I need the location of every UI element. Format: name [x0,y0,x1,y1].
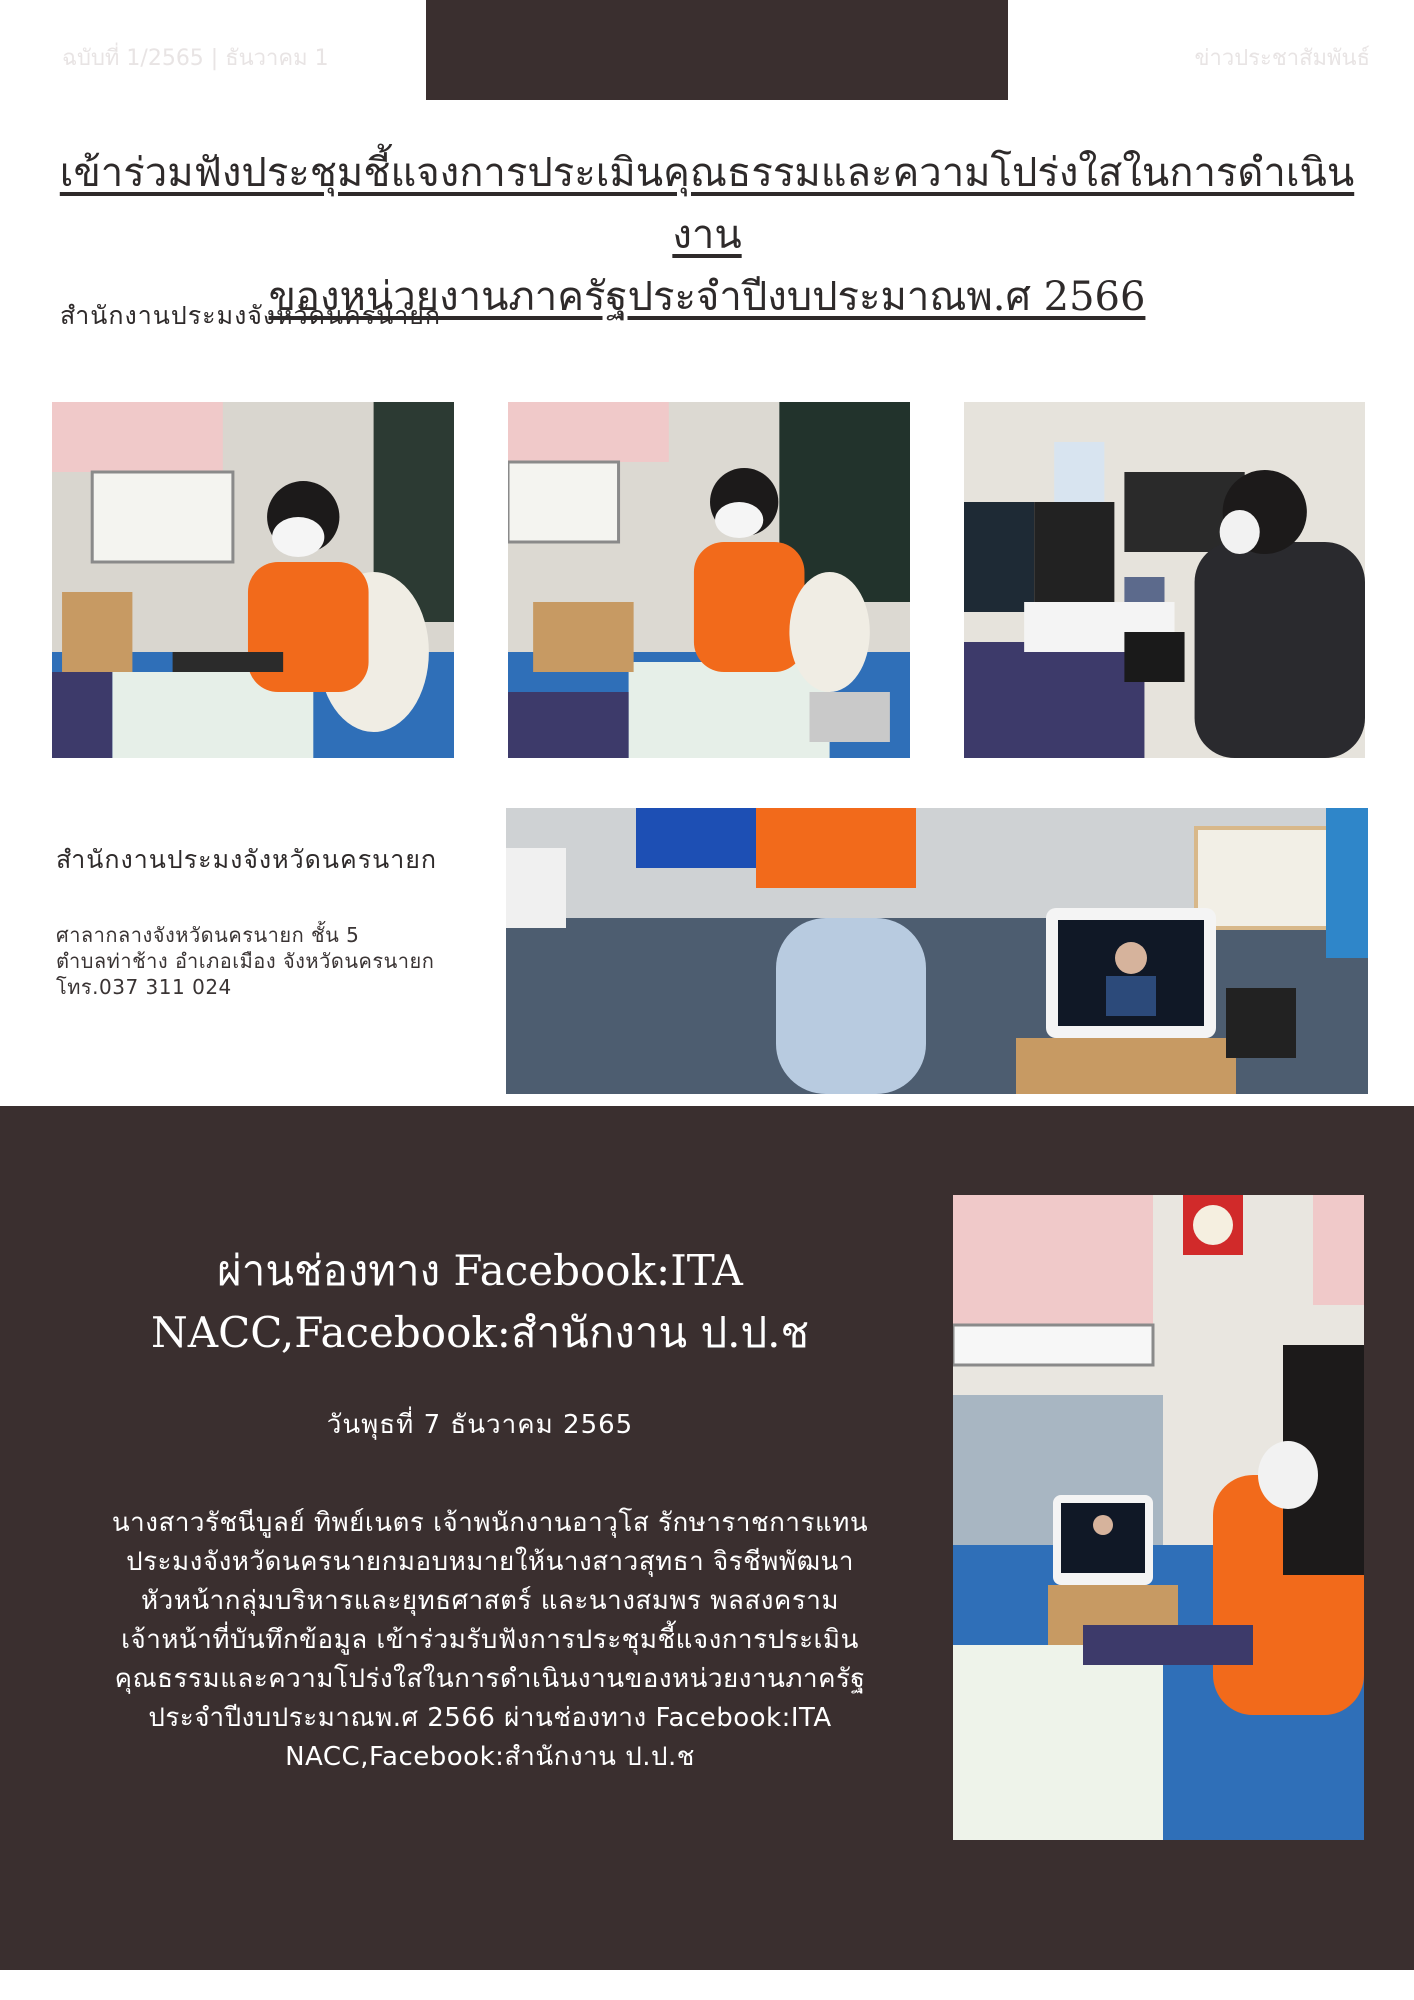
description-line-4: เจ้าหน้าที่บันทึกข้อมูล เข้าร่วมรับฟังการประชุมชี้แจงการประเมิน [121,1625,859,1655]
broadcast-channel-heading [110,1240,850,1364]
description-line-3: หัวหน้ากลุ่มบริหารและยุทธศาสตร์ และนางสมพร พลสงคราม [140,1586,840,1616]
description-line-5: คุณธรรมและความโปร่งใสในการดำเนินงานของหน่วยงานภาครัฐ [114,1664,866,1694]
description-line-6: ประจำปีงบประมาณพ.ศ 2566 ผ่านช่องทาง Facebook:ITA [148,1703,832,1733]
phone-number: โทร.037 311 024 [56,975,232,999]
address-block [56,922,434,1000]
photo-tablet-livestream [506,808,1368,1094]
event-description [60,1504,920,1777]
title-line-2: ของหน่วยงานภาครัฐประจำปีงบประมาณพ.ศ 2566 [268,274,1146,320]
event-date: วันพุธที่ 7 ธันวาคม 2565 [326,1410,634,1440]
organization-name-contact: สำนักงานประมงจังหวัดนครนายก [56,845,438,874]
photo-staff-with-tablet [953,1195,1364,1840]
description-line-2: ประมงจังหวัดนครนายกมอบหมายให้นางสาวสุทธา จิรชีพพัฒนา [126,1547,854,1577]
channel-line-2: NACC,Facebook:สำนักงาน ป.ป.ช [150,1308,809,1357]
photo-staff-at-desk-2 [508,402,910,758]
issue-label: ฉบับที่ 1/2565 | ธันวาคม 1 [62,46,329,71]
newsletter-label: ข่าวประชาสัมพันธ์ [1194,46,1370,71]
photo-staff-at-desk-1 [52,402,454,758]
title-line-1: เข้าร่วมฟังประชุมชี้แจงการประเมินคุณธรรมและความโปร่งใสในการดำเนินงาน [59,150,1355,258]
address-line-2: ตำบลท่าช้าง อำเภอเมือง จังหวัดนครนายก [56,949,435,973]
organization-name: สำนักงานประมงจังหวัดนครนายก [60,301,442,330]
description-line-7: NACC,Facebook:สำนักงาน ป.ป.ช [285,1742,695,1772]
top-header-band [426,0,1008,100]
channel-line-1: ผ่านช่องทาง Facebook:ITA [217,1246,743,1295]
photo-staff-at-computer [964,402,1365,758]
address-line-1: ศาลากลางจังหวัดนครนายก ชั้น 5 [56,923,360,947]
description-line-1: นางสาวรัชนีบูลย์ ทิพย์เนตร เจ้าพนักงานอาวุโส รักษาราชการแทน [111,1508,869,1538]
